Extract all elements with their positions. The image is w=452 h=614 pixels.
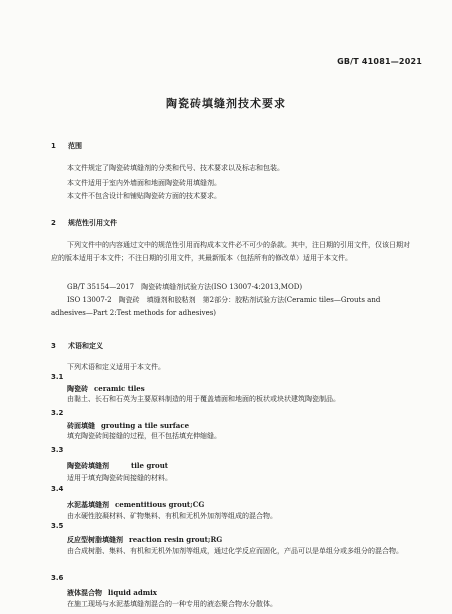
- term-definition: 在施工现场与水泥基填缝剂混合的一种专用的液态聚合物水分散体。: [67, 600, 277, 608]
- term-en: liquid admix: [108, 588, 157, 597]
- term-definition: 填充陶瓷砖间接缝的过程，但不包括填充伸缩缝。: [67, 432, 221, 440]
- term-en: grouting a tile surface: [101, 421, 190, 430]
- term-number: 3.4: [51, 485, 64, 493]
- term-zh: 砖面填缝: [67, 422, 95, 430]
- standard-number: GB/T 41081—2021: [337, 57, 422, 66]
- scope-line-1: 本文件规定了陶瓷砖填缝剂的分类和代号、技术要求以及标志和包装。: [67, 164, 284, 172]
- term-number: 3.3: [51, 446, 64, 454]
- term-heading: [67, 588, 157, 598]
- section-number: 3: [51, 342, 56, 350]
- terms-intro: 下列术语和定义适用于本文件。: [67, 363, 165, 371]
- term-heading: [67, 461, 168, 471]
- term-zh: 陶瓷砖填缝剂: [67, 462, 109, 470]
- section-1-heading: [51, 141, 82, 151]
- term-en: cementitious grout;CG: [115, 500, 205, 509]
- section-number: 1: [51, 142, 56, 150]
- section-title: 术语和定义: [68, 342, 103, 350]
- term-zh: 反应型树脂填缝剂: [67, 536, 123, 544]
- term-heading: [67, 500, 204, 510]
- term-definition: 适用于填充陶瓷砖间接缝的材料。: [67, 474, 172, 482]
- term-zh: 液体混合物: [67, 589, 102, 597]
- term-definition: 由黏土、长石和石英为主要原料制造的用于覆盖墙面和地面的板状或块状建筑陶瓷制品。: [67, 395, 340, 403]
- term-heading: [67, 535, 222, 545]
- term-number: 3.1: [51, 373, 64, 381]
- term-en: ceramic tiles: [94, 384, 145, 393]
- reference-2: ISO 13007-2 陶瓷砖 填缝剂和胶粘剂 第2部分：胶粘剂试验方法(Ceramic tiles—Grouts and adhesives—Part 2:Test methods for adhesives): [51, 296, 381, 317]
- document-title: 陶瓷砖填缝剂技术要求: [166, 97, 286, 110]
- section-title: 范围: [68, 142, 82, 150]
- normative-ref-paragraph: 下列文件中的内容通过文中的规范性引用而构成本文件必不可少的条款。其中，注日期的引用文件，仅该日期对应的版本适用于本文件；不注日期的引用文件，其最新版本（包括所有的修改单）适用于本文件。: [51, 241, 410, 262]
- scope-line-2: 本文件适用于室内外墙面和地面陶瓷砖用填缝剂。: [67, 179, 221, 187]
- term-zh: 陶瓷砖: [67, 385, 88, 393]
- reference-1: GB/T 35154—2017 陶瓷砖填缝剂试验方法(ISO 13007-4:2013,MOD): [67, 283, 303, 291]
- term-number: 3.5: [51, 522, 64, 530]
- section-title: 规范性引用文件: [68, 219, 117, 227]
- term-number: 3.6: [51, 574, 64, 582]
- term-number: 3.2: [51, 409, 64, 417]
- term-definition: 由合成树脂、集料、有机和无机外加剂等组成，通过化学反应而固化，产品可以是单组分或多组分的混合物。: [67, 547, 403, 555]
- section-2-heading: [51, 218, 117, 228]
- section-number: 2: [51, 219, 56, 227]
- section-3-heading: [51, 341, 103, 351]
- term-en: tile grout: [131, 461, 169, 470]
- term-zh: 水泥基填缝剂: [67, 501, 109, 509]
- term-en: reaction resin grout;RG: [129, 535, 223, 544]
- term-definition: 由水硬性胶凝材料、矿物集料、有机和无机外加剂等组成的混合物。: [67, 512, 277, 520]
- scope-line-3: 本文件不包含设计和铺贴陶瓷砖方面的技术要求。: [67, 192, 221, 200]
